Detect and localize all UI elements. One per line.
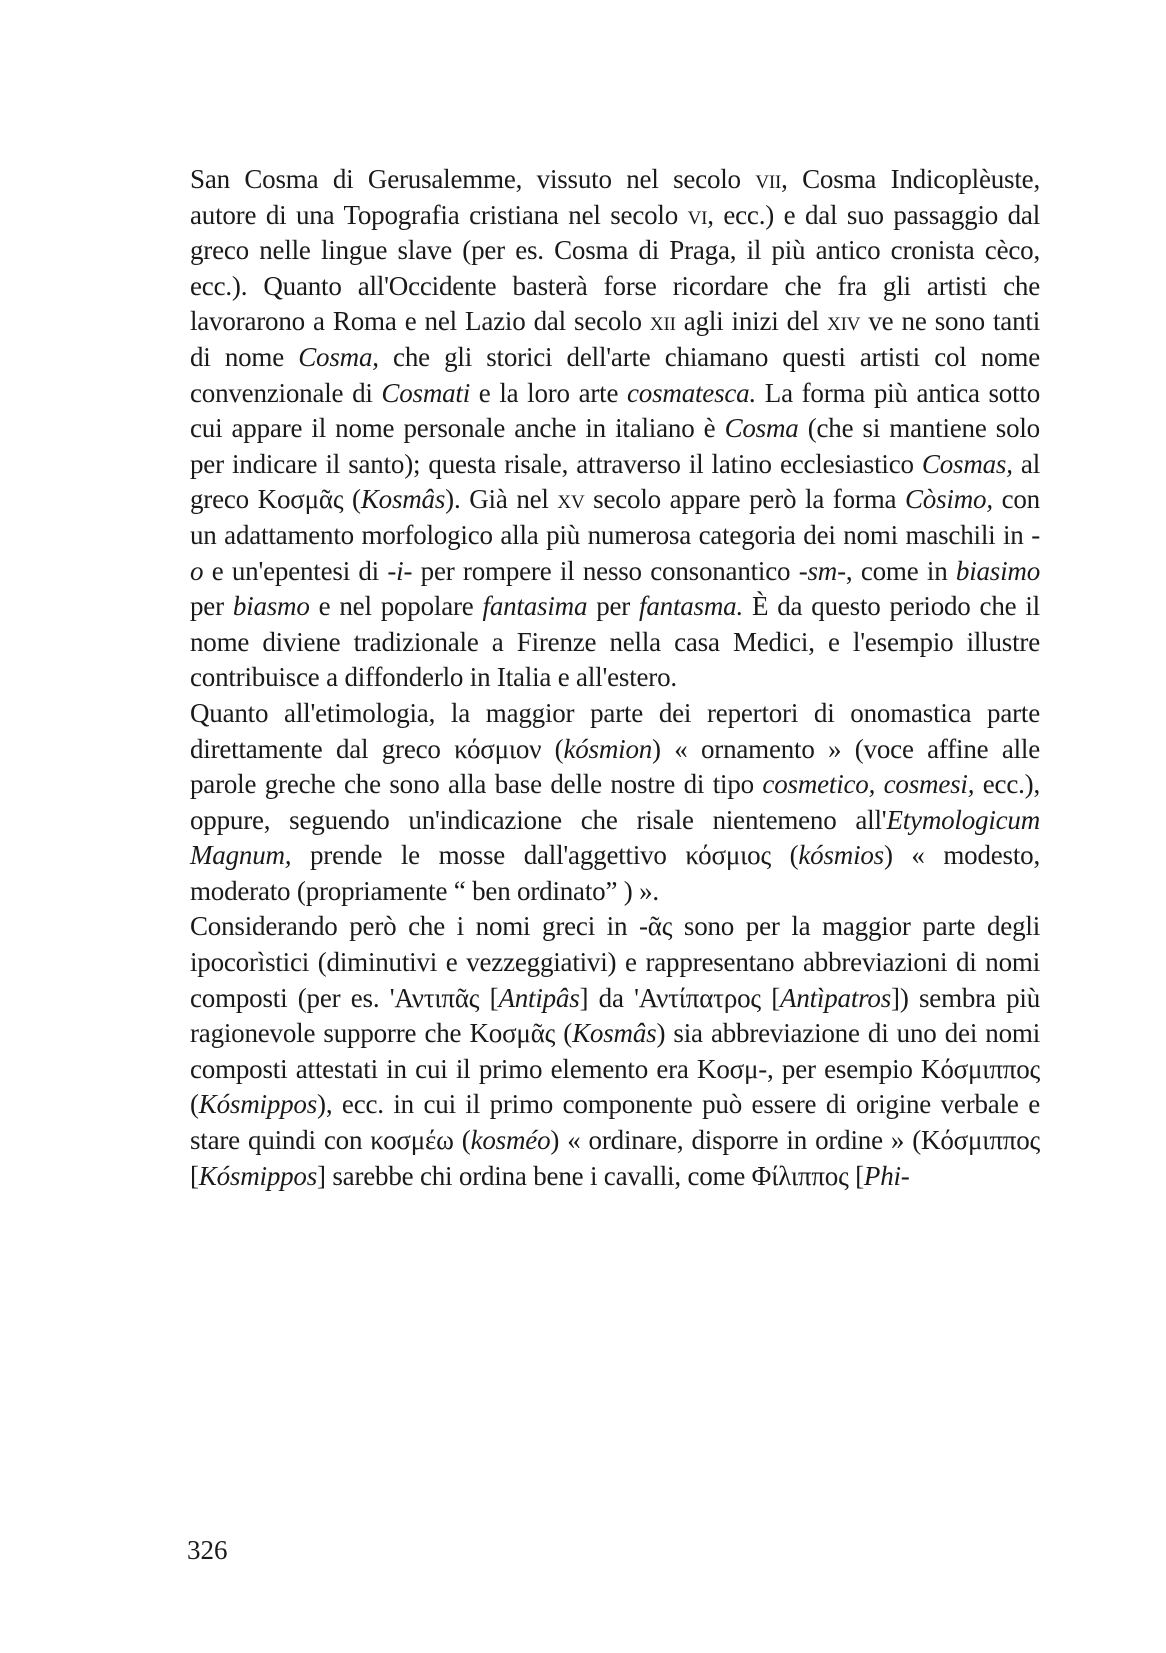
italic-run: biasimo [955, 555, 1040, 586]
text-run: ] da 'Αντίπατρος [ [579, 982, 781, 1013]
page-number: 326 [187, 1535, 228, 1565]
italic-run: Cosmas, [921, 448, 1013, 479]
italic-run: kósmios [798, 840, 884, 871]
text-run: ] sarebbe chi ordina bene i cavalli, come Φίλιππος [ [317, 1160, 864, 1191]
italic-run: fantasma. [639, 591, 744, 622]
text-run: ve ne sono tanti di nome [190, 306, 1040, 372]
small-caps-run: xii [649, 306, 676, 337]
text-run: per rompere il nesso consonantico [412, 555, 799, 586]
text-run: ]) sembra più ragionevole supporre che Κοσμᾶς ( [190, 982, 1040, 1049]
text-run: , Cosma Indicoplèuste, autore di una Topografia cristiana nel secolo [190, 164, 1040, 230]
text-run: per [190, 591, 233, 622]
text-run: , ecc.) e dal suo passaggio dal greco nelle lingue slave (per es. Cosma di Praga, il più antico cronista cèco, ecc.). Quanto all'Occidente basterà forse ricordare che fra gli artisti che lavorarono a Roma e nel Lazio dal secolo [190, 199, 1040, 337]
text-run: San Cosma di Gerusalemme, vissuto nel secolo [190, 164, 756, 194]
text-run: secolo appare però la forma [584, 484, 905, 515]
italic-run: Etymologicum Magnum, [190, 804, 1040, 871]
italic-run: Cosma [724, 413, 799, 444]
italic-run: Phi- [863, 1160, 910, 1191]
italic-run: -o [190, 519, 1040, 586]
text-run: È da questo periodo che il nome diviene tradizionale a Firenze nella casa Medici, e l'esempio illustre contribuisce a diffonderlo in Italia e all'estero. [190, 591, 1040, 693]
text-run: e la loro arte [470, 377, 628, 408]
italic-run: kósmion [563, 733, 653, 764]
italic-run: -sm- [798, 555, 846, 586]
text-run: ecc.), oppure, seguendo un'indicazione che risale nientemeno all' [190, 769, 1041, 835]
text-run: che gli storici dell'arte chiamano questi artisti col nome convenzionale di [190, 341, 1040, 408]
italic-run: biasmo [232, 591, 310, 622]
italic-run: Còsimo, [905, 484, 993, 515]
text-run: agli inizi del [675, 306, 828, 337]
small-caps-run: vii [755, 164, 782, 194]
text-run: con un adattamento morfologico alla più numerosa categoria dei nomi maschili in [190, 484, 1040, 550]
italic-run: kosméo [470, 1125, 551, 1156]
italic-run: Kosmâs [360, 484, 446, 515]
text-run: al greco Κοσμᾶς ( [190, 448, 1040, 515]
text-run: e nel popolare [309, 591, 483, 622]
text-run: e un'epentesi di [203, 555, 388, 586]
paragraph [190, 909, 1040, 1194]
italic-run: Antipâs [498, 982, 580, 1013]
italic-run: Kosmâs [572, 1018, 657, 1049]
paragraph [190, 696, 1040, 910]
text-run: ) sia abbreviazione di uno dei nomi composti attestati in cui il primo elemento era Κοσμ-, per esempio Κόσμιππος ( [190, 1018, 1040, 1120]
text-run: La forma più antica sotto cui appare il nome personale anche in italiano è [190, 377, 1040, 444]
text-run: ), ecc. in cui il primo componente può essere di origine verbale e stare quindi con κοσμέω ( [190, 1089, 1040, 1156]
italic-run: Kósmippos [198, 1160, 318, 1191]
italic-run: Antìpatros [780, 982, 892, 1013]
text-run: ) « modesto, moderato (propriamente “ ben ordinato” ) ». [190, 840, 1040, 906]
italic-run: Cosma, [298, 341, 379, 372]
text-run: ) « ornamento » (voce affine alle parole greche che sono alla base delle nostre di tipo [190, 733, 1040, 800]
italic-run: Kósmippos [198, 1089, 318, 1120]
body-text [190, 162, 1040, 1194]
small-caps-run: xv [557, 484, 585, 515]
text-run: Quanto all'etimologia, la maggior parte dei repertori di onomastica parte direttamente dal greco κόσμιον ( [190, 697, 1040, 764]
text-run: ) « ordinare, disporre in ordine » (Κόσμιππος [ [190, 1125, 1040, 1191]
text-run: (che si mantiene solo per indicare il santo); questa risale, attraverso il latino ecclesiastico [190, 413, 1040, 479]
text-run: prende le mosse dall'aggettivo κόσμιος ( [291, 840, 799, 871]
italic-run: cosmetico, cosmesi, [762, 769, 975, 800]
paragraph [190, 162, 1040, 696]
italic-run: cosmatesca. [627, 377, 757, 408]
text-run: per [587, 591, 640, 622]
italic-run: fantasima [482, 591, 588, 622]
small-caps-run: vi [687, 199, 708, 230]
italic-run: -i- [387, 555, 413, 586]
text-run: , come in [845, 555, 956, 586]
text-run: Considerando però che i nomi greci in -ᾶς sono per la maggior parte degli ipocorìstici (diminutivi e vezzeggiativi) e rappresentano abbreviazioni di nomi composti (per es. 'Αντιπᾶς [ [190, 911, 1040, 1013]
text-run: ). Già nel [445, 484, 558, 515]
italic-run: Cosmati [381, 377, 471, 408]
small-caps-run: xiv [827, 306, 861, 337]
